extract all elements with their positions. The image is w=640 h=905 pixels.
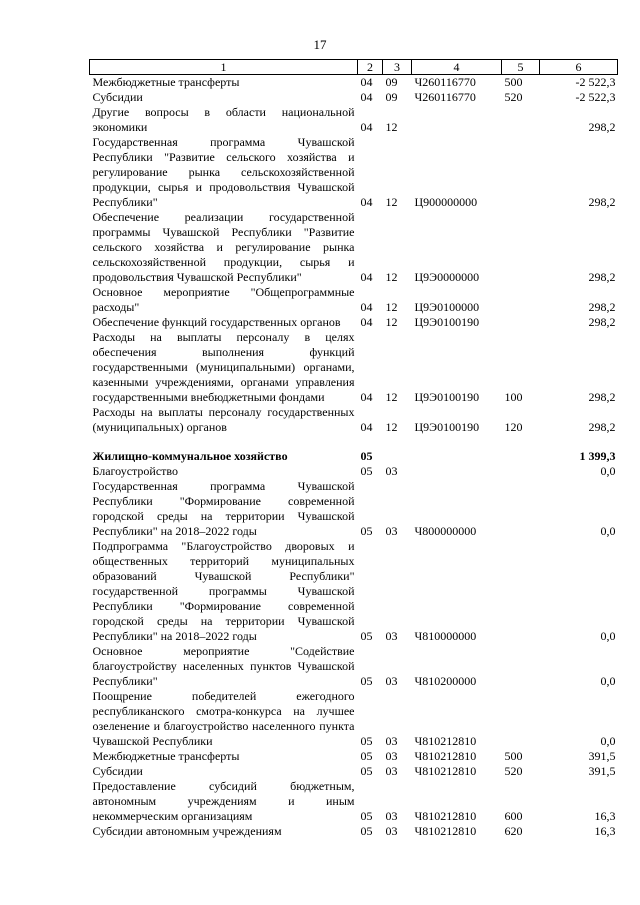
row-expense-type xyxy=(502,135,540,210)
header-col-5: 5 xyxy=(502,60,540,75)
row-section: 04 xyxy=(360,420,373,434)
table-row xyxy=(90,405,618,435)
row-amount: 391,5 xyxy=(588,764,616,778)
row-amount: 0,0 xyxy=(600,734,616,748)
row-section: 05 xyxy=(360,449,373,463)
row-section: 05 xyxy=(360,809,373,823)
row-amount: 298,2 xyxy=(588,195,616,209)
page-number: 17 xyxy=(313,37,327,52)
row-target-article: Ч260116770 xyxy=(414,90,476,104)
row-subsection: 03 xyxy=(385,464,398,478)
row-amount: 391,5 xyxy=(588,749,616,763)
row-expense-type xyxy=(502,479,540,539)
table-row xyxy=(90,105,618,135)
row-expense-type: 500 xyxy=(504,75,523,89)
row-subsection: 03 xyxy=(385,824,398,838)
table-row xyxy=(90,75,618,91)
table-row xyxy=(90,210,618,285)
table-row xyxy=(90,779,618,824)
row-subsection: 03 xyxy=(385,749,398,763)
row-amount: 16,3 xyxy=(594,824,616,838)
row-name: Поощрение победителей ежегодного республиканского смотра-конкурса на лучшее озеленение и благоустройство населенного пункта Чувашской Республики xyxy=(92,689,355,748)
row-expense-type: 520 xyxy=(504,90,523,104)
row-expense-type xyxy=(502,539,540,644)
row-subsection: 03 xyxy=(385,524,398,538)
row-expense-type: 120 xyxy=(504,420,523,434)
row-name: Основное мероприятие "Содействие благоустройству населенных пунктов Чувашской Республики" xyxy=(92,644,355,688)
header-col-3: 3 xyxy=(383,60,412,75)
row-subsection: 09 xyxy=(385,90,398,104)
row-subsection: 12 xyxy=(385,390,398,404)
header-row xyxy=(90,60,618,75)
table-row xyxy=(90,315,618,330)
row-expense-type: 600 xyxy=(504,809,523,823)
row-expense-type: 520 xyxy=(504,764,523,778)
spacer-cell xyxy=(90,435,618,449)
row-target-article: Ч260116770 xyxy=(414,75,476,89)
table-row xyxy=(90,689,618,749)
row-expense-type xyxy=(502,285,540,315)
table-row xyxy=(90,749,618,764)
row-subsection: 12 xyxy=(385,420,398,434)
row-section: 04 xyxy=(360,390,373,404)
row-amount: 0,0 xyxy=(600,464,616,478)
row-expense-type xyxy=(502,105,540,135)
row-target-article: Ц900000000 xyxy=(414,195,478,209)
row-amount: 298,2 xyxy=(588,300,616,314)
row-target-article: Ц9Э0100190 xyxy=(414,420,480,434)
table-row xyxy=(90,644,618,689)
row-section: 04 xyxy=(360,195,373,209)
row-subsection: 12 xyxy=(385,300,398,314)
row-section: 05 xyxy=(360,524,373,538)
row-target-article xyxy=(412,464,502,479)
row-expense-type xyxy=(502,210,540,285)
table-row xyxy=(90,824,618,839)
row-name: Межбюджетные трансферты xyxy=(92,749,240,763)
row-target-article: Ч810212810 xyxy=(414,749,477,763)
table-row xyxy=(90,135,618,210)
row-name: Субсидии xyxy=(92,90,143,104)
row-section: 04 xyxy=(360,300,373,314)
row-amount: 298,2 xyxy=(588,315,616,329)
row-name: Обеспечение реализации государственной программы Чувашской Республики "Развитие сельского хозяйства и регулирование рынка сельскохозяйственной продукции, сырья и продовольствия Чувашской Республики" xyxy=(92,210,355,284)
row-expense-type xyxy=(502,644,540,689)
row-target-article: Ч810212810 xyxy=(414,824,477,838)
row-target-article: Ч810212810 xyxy=(414,734,477,748)
row-amount: 16,3 xyxy=(594,809,616,823)
row-target-article: Ц9Э0100190 xyxy=(414,390,480,404)
row-target-article: Ц9Э0000000 xyxy=(414,270,480,284)
row-target-article xyxy=(412,105,502,135)
row-target-article: Ц9Э0100190 xyxy=(414,315,480,329)
row-expense-type: 620 xyxy=(504,824,523,838)
row-section: 05 xyxy=(360,464,373,478)
row-amount: 298,2 xyxy=(588,120,616,134)
header-col-1: 1 xyxy=(90,60,358,75)
row-section: 04 xyxy=(360,315,373,329)
row-target-article: Ц9Э0100000 xyxy=(414,300,480,314)
row-amount: 1 399,3 xyxy=(579,449,616,463)
row-section: 04 xyxy=(360,120,373,134)
row-section: 05 xyxy=(360,764,373,778)
row-subsection: 12 xyxy=(385,195,398,209)
budget-table xyxy=(89,59,618,839)
row-amount: 0,0 xyxy=(600,524,616,538)
row-amount: 298,2 xyxy=(588,270,616,284)
row-amount: -2 522,3 xyxy=(575,75,616,89)
row-subsection xyxy=(383,449,412,464)
row-subsection: 12 xyxy=(385,315,398,329)
row-section: 04 xyxy=(360,90,373,104)
table-row xyxy=(90,330,618,405)
row-name: Другие вопросы в области национальной экономики xyxy=(92,105,355,134)
row-subsection: 12 xyxy=(385,120,398,134)
row-name: Жилищно-коммунальное хозяйство xyxy=(92,449,288,463)
spacer-row xyxy=(90,435,618,449)
row-subsection: 03 xyxy=(385,764,398,778)
row-name: Расходы на выплаты персоналу государственных (муниципальных) органов xyxy=(92,405,355,434)
row-expense-type: 100 xyxy=(504,390,523,404)
row-target-article: Ч800000000 xyxy=(414,524,477,538)
row-amount: 298,2 xyxy=(588,390,616,404)
row-section: 04 xyxy=(360,270,373,284)
row-expense-type xyxy=(502,315,540,330)
row-expense-type xyxy=(502,449,540,464)
table-row xyxy=(90,464,618,479)
row-expense-type xyxy=(502,689,540,749)
table-row xyxy=(90,479,618,539)
row-name: Благоустройство xyxy=(92,464,179,478)
table-row xyxy=(90,90,618,105)
row-target-article: Ч810200000 xyxy=(414,674,477,688)
row-subsection: 03 xyxy=(385,809,398,823)
row-name: Обеспечение функций государственных органов xyxy=(92,315,341,329)
row-target-article xyxy=(412,449,502,464)
row-section: 04 xyxy=(360,75,373,89)
row-section: 05 xyxy=(360,734,373,748)
table-body xyxy=(90,75,618,840)
row-target-article: Ч810212810 xyxy=(414,764,477,778)
header-col-2: 2 xyxy=(358,60,383,75)
header-col-4: 4 xyxy=(412,60,502,75)
row-subsection: 03 xyxy=(385,674,398,688)
row-amount: 0,0 xyxy=(600,629,616,643)
row-amount: -2 522,3 xyxy=(575,90,616,104)
row-section: 05 xyxy=(360,824,373,838)
row-subsection: 03 xyxy=(385,629,398,643)
row-amount: 0,0 xyxy=(600,674,616,688)
row-name: Субсидии автономным учреждениям xyxy=(92,824,282,838)
row-expense-type xyxy=(502,464,540,479)
row-section: 05 xyxy=(360,749,373,763)
row-section: 05 xyxy=(360,674,373,688)
row-name: Субсидии xyxy=(92,764,143,778)
table-header xyxy=(90,60,618,75)
row-amount: 298,2 xyxy=(588,420,616,434)
row-subsection: 09 xyxy=(385,75,398,89)
row-subsection: 03 xyxy=(385,734,398,748)
row-name: Государственная программа Чувашской Республики "Формирование современной городской среды на территории Чувашской Республики" на 2018–2022 годы xyxy=(92,479,355,538)
row-section: 05 xyxy=(360,629,373,643)
row-target-article: Ч810212810 xyxy=(414,809,477,823)
row-name: Расходы на выплаты персоналу в целях обеспечения выполнения функций государственными (муниципальными) органами, казенными учреждениями, органами управления государственными внебюджетными фондами xyxy=(92,330,355,404)
row-name: Предоставление субсидий бюджетным, автономным учреждениям и иным некоммерческим организациям xyxy=(92,779,355,823)
table-row xyxy=(90,764,618,779)
row-name: Государственная программа Чувашской Республики "Развитие сельского хозяйства и регулирование рынка сельскохозяйственной продукции, сырья и продовольствия Чувашской Республики" xyxy=(92,135,355,209)
table-row xyxy=(90,539,618,644)
row-name: Подпрограмма "Благоустройство дворовых и общественных территорий муниципальных образований Чувашской Республики" государственной программы Чувашской Республики "Формирование современной городской среды на территории Чувашской Республики" на 2018–2022 годы xyxy=(92,539,355,643)
table-row xyxy=(90,285,618,315)
header-col-6: 6 xyxy=(540,60,618,75)
row-expense-type: 500 xyxy=(504,749,523,763)
row-target-article: Ч810000000 xyxy=(414,629,477,643)
row-subsection: 12 xyxy=(385,270,398,284)
row-name: Межбюджетные трансферты xyxy=(92,75,240,89)
table-row xyxy=(90,449,618,464)
row-name: Основное мероприятие "Общепрограммные расходы" xyxy=(92,285,355,314)
